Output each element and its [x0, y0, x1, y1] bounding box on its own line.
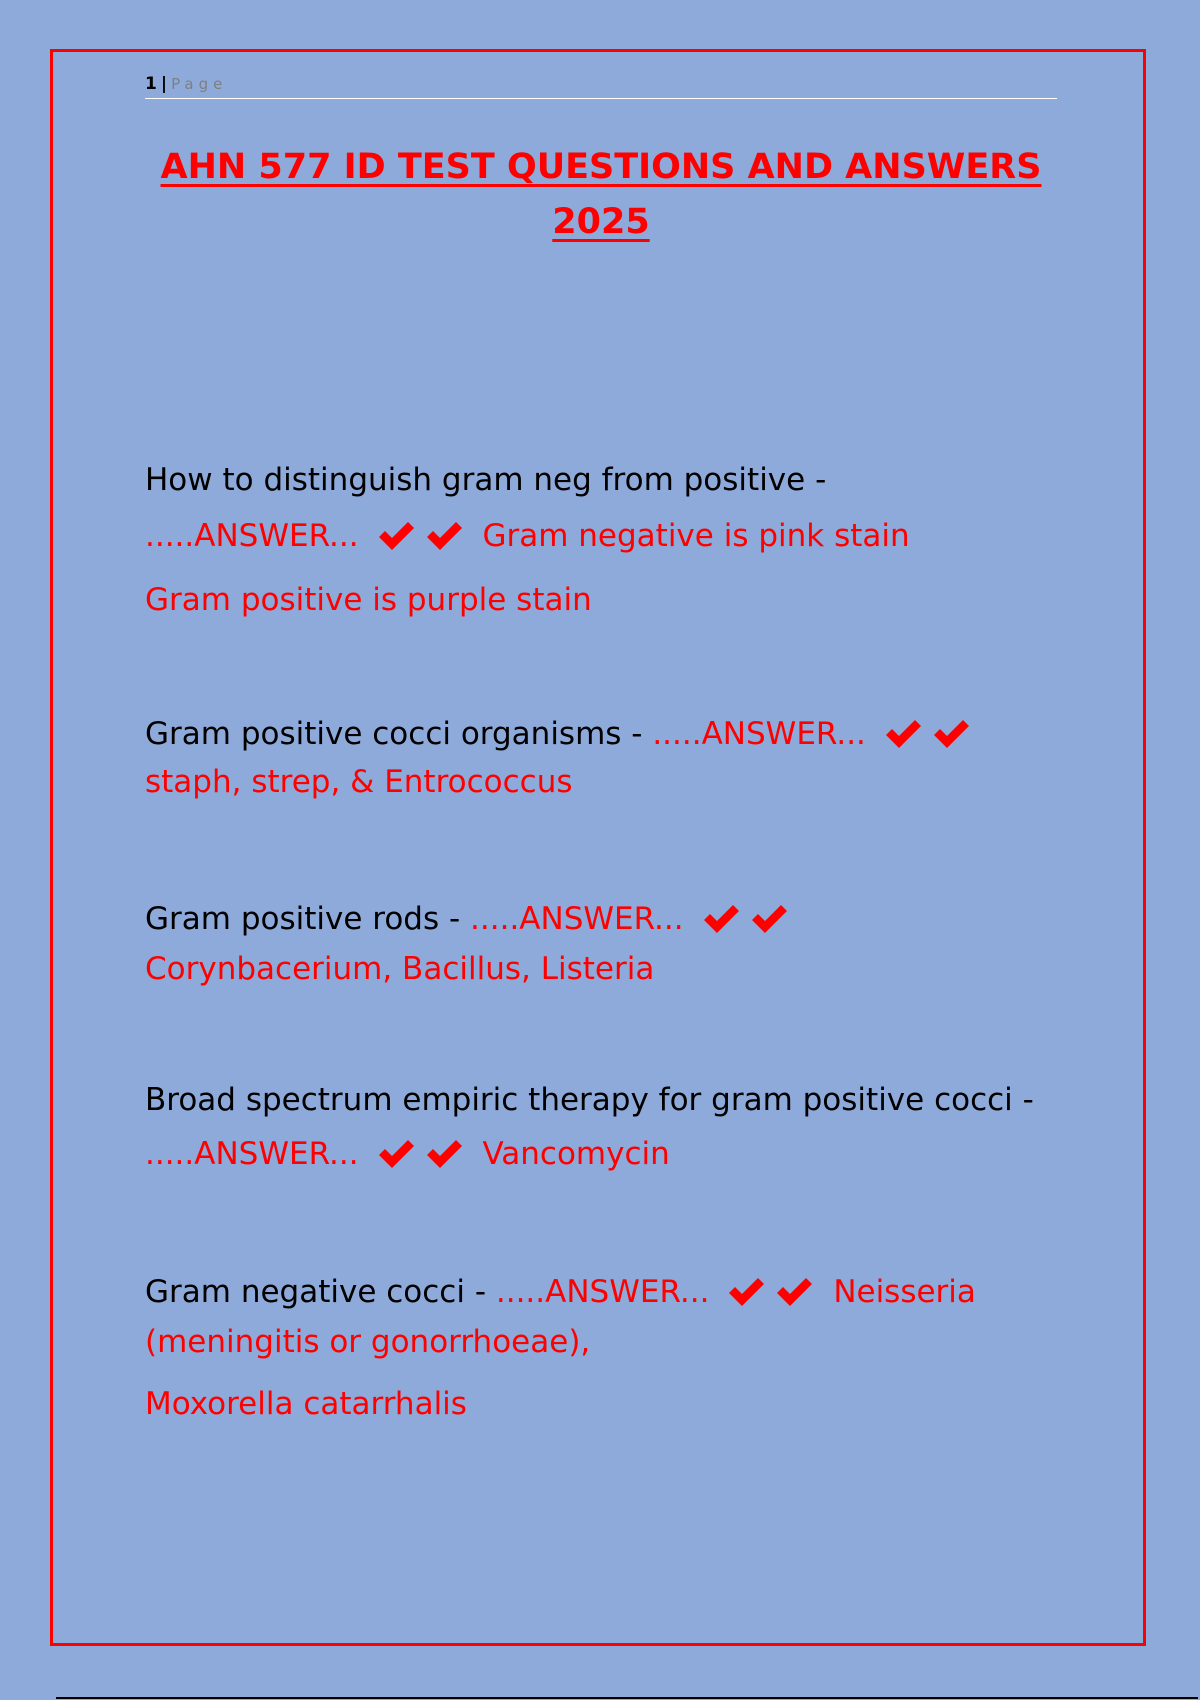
- answer-text: Neisseria (meningitis or gonorrhoeae),: [145, 1274, 976, 1360]
- answer-text: Gram positive is purple stain: [145, 582, 592, 618]
- page-separator: |: [160, 74, 168, 94]
- check-marks: [684, 901, 788, 937]
- check-mark-icon: [775, 1276, 813, 1308]
- answer-text: Vancomycin: [482, 1136, 670, 1172]
- answer-text: staph, strep, & Entrococcus: [145, 764, 573, 800]
- check-mark-icon: [425, 1138, 463, 1170]
- check-mark-icon: [377, 1138, 415, 1170]
- question-text: Gram positive rods -: [145, 901, 461, 937]
- answer-marker: .....ANSWER...: [145, 518, 359, 554]
- page-header: [145, 70, 1057, 99]
- answer-marker: .....ANSWER...: [652, 716, 866, 752]
- qa-item-5: [145, 1267, 1060, 1429]
- check-mark-icon: [377, 520, 415, 552]
- check-marks: [709, 1274, 813, 1310]
- check-marks: [866, 716, 970, 752]
- question-text: Broad spectrum empiric therapy for gram positive cocci -: [145, 1082, 1034, 1118]
- document-title: AHN 577 ID TEST QUESTIONS AND ANSWERS 2025: [160, 147, 1042, 242]
- page-number: 1: [145, 74, 157, 94]
- check-mark-icon: [884, 718, 922, 750]
- answer-text: Gram negative is pink stain: [482, 518, 910, 554]
- answer-marker: .....ANSWER...: [495, 1274, 710, 1310]
- page-label: Page: [171, 75, 228, 93]
- answer-marker: .....ANSWER...: [145, 1136, 359, 1172]
- check-mark-icon: [425, 520, 463, 552]
- check-mark-icon: [750, 903, 788, 935]
- question-text: Gram negative cocci -: [145, 1274, 486, 1310]
- check-mark-icon: [702, 903, 740, 935]
- check-marks: [359, 1136, 463, 1172]
- check-marks: [359, 518, 463, 554]
- answer-text: Corynbacerium, Bacillus, Listeria: [145, 951, 655, 987]
- qa-item-1: [145, 452, 1060, 628]
- qa-item-4: [145, 1073, 1060, 1181]
- check-mark-icon: [932, 718, 970, 750]
- qa-item-3: [145, 894, 1060, 994]
- answer-marker: .....ANSWER...: [470, 901, 684, 937]
- qa-item-2: [145, 710, 1060, 806]
- question-text: Gram positive cocci organisms -: [145, 716, 643, 752]
- footer-rule: [56, 1697, 1198, 1699]
- answer-text: Moxorella catarrhalis: [145, 1386, 467, 1422]
- question-text: How to distinguish gram neg from positive -: [145, 462, 827, 498]
- check-mark-icon: [727, 1276, 765, 1308]
